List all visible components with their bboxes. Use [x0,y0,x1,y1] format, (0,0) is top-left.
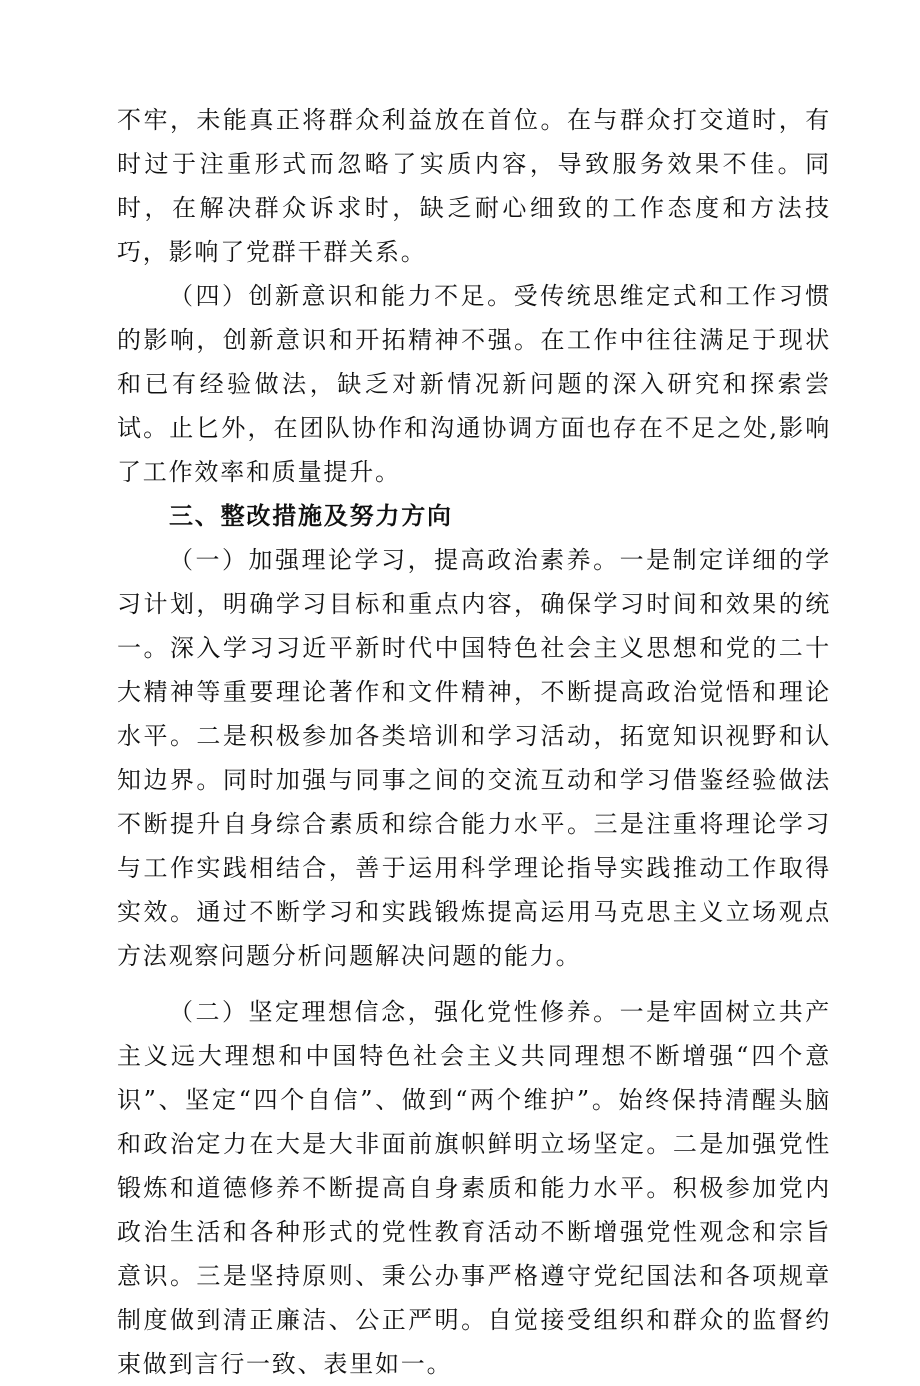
section-heading-rectification: 三、整改措施及努力方向 [169,501,453,530]
paragraph-innovation: （四）创新意识和能力不足。受传统思维定式和工作习惯的影响，创新意识和开拓精神不强。在工作中往往满足于现状和已有经验做法，缺乏对新情况新问题的深入研究和探索尝试。止匕外，在团队协作和沟通协调方面也存在不足之处,影响了工作效率和质量提升。 [117,282,831,486]
paragraph-ideals-beliefs: （二）坚定理想信念，强化党性修养。一是牢固树立共产主义远大理想和中国特色社会主义共同理想不断增强“四个意识”、坚定“四个自信”、做到“两个维护”。始终保持清醒头脑和政治定力在大是大非面前旗帜鲜明立场坚定。二是加强党性锻炼和道德修养不断提高自身素质和能力水平。积极参加党内政治生活和各种形式的党性教育活动不断增强党性观念和宗旨意识。三是坚持原则、秉公办事严格遵守党纪国法和各项规章制度做到清正廉洁、公正严明。自觉接受组织和群众的监督约束做到言行一致、表里如一。 [117,998,831,1378]
paragraph-theory-study: （一）加强理论学习，提高政治素养。一是制定详细的学习计划，明确学习目标和重点内容，确保学习时间和效果的统一。深入学习习近平新时代中国特色社会主义思想和党的二十大精神等重要理论著作和文件精神，不断提高政治觉悟和理论水平。二是积极参加各类培训和学习活动，拓宽知识视野和认知边界。同时加强与同事之间的交流互动和学习借鉴经验做法不断提升自身综合素质和综合能力水平。三是注重将理论学习与工作实践相结合，善于运用科学理论指导实践推动工作取得实效。通过不断学习和实践锻炼提高运用马克思主义立场观点方法观察问题分析问题解决问题的能力。 [117,546,831,970]
document-page [117,98,831,1386]
paragraph-service-issues: 不牢，未能真正将群众利益放在首位。在与群众打交道时，有时过于注重形式而忽略了实质内容，导致服务效果不佳。同时，在解决群众诉求时，缺乏耐心细致的工作态度和方法技巧，影响了党群干群关系。 [117,106,831,266]
